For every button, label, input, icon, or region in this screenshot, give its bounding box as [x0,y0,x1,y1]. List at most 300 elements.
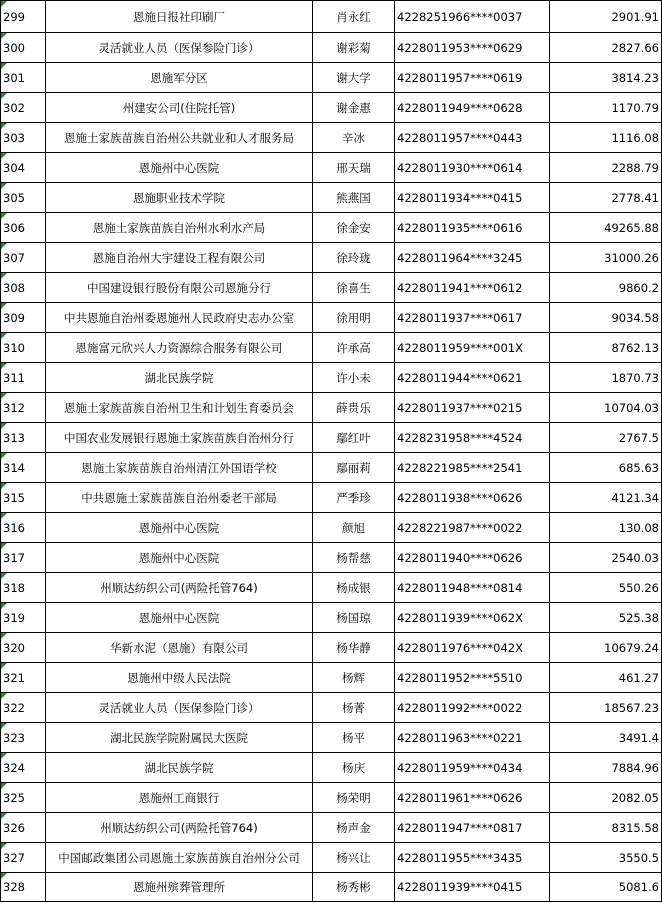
id-number-cell[interactable] [395,603,550,633]
amount-text: 2901.91 [611,9,659,24]
person-name-cell[interactable] [313,843,395,873]
table-row [1,453,662,483]
row-number-text: 312 [3,400,25,415]
id-number-text: 4228011941****0612 [397,280,523,295]
amount-cell[interactable] [550,543,662,573]
person-name-cell[interactable] [313,753,395,783]
person-name-text: 徐金安 [336,220,371,235]
row-number-cell[interactable] [1,813,46,843]
person-name-cell[interactable] [313,123,395,153]
person-name-text: 杨庆 [342,760,365,775]
cell-marker-icon [1,453,7,459]
row-number-cell[interactable] [1,663,46,693]
id-number-cell[interactable] [395,723,550,753]
table-row [1,783,662,813]
organization-text: 恩施土家族苗族自治州水利水产局 [92,220,266,235]
id-number-cell[interactable] [395,393,550,423]
id-number-text: 4228011953****0629 [397,40,523,55]
cell-marker-icon [1,333,7,339]
person-name-cell[interactable] [313,243,395,273]
organization-text: 恩施州工商银行 [138,790,220,805]
row-number-text: 325 [3,790,25,805]
organization-text: 恩施土家族苗族自治州公共就业和人才服务局 [64,130,294,145]
organization-cell[interactable] [46,573,313,603]
person-name-text: 杨帮慈 [336,550,371,565]
row-number-text: 310 [3,340,25,355]
organization-text: 恩施职业技术学院 [133,190,225,205]
row-number-text: 328 [3,880,25,894]
row-number-cell[interactable] [1,243,46,273]
id-number-cell[interactable] [395,273,550,303]
person-name-cell[interactable] [313,1,395,33]
cell-marker-icon [1,663,7,669]
organization-text: 恩施州中心医院 [138,550,220,565]
person-name-cell[interactable] [313,183,395,213]
row-number-text: 324 [3,760,25,775]
amount-text: 18567.23 [604,700,659,715]
table-row [1,753,662,783]
organization-cell[interactable] [46,303,313,333]
organization-text: 恩施土家族苗族自治州清江外国语学校 [81,460,277,475]
id-number-text: 4228011944****0621 [397,370,523,385]
row-number-text: 300 [3,40,25,55]
organization-text: 中共恩施土家族苗族自治州委老干部局 [81,490,277,505]
row-number-text: 304 [3,160,25,175]
amount-text: 130.08 [618,520,659,535]
organization-text: 湖北民族学院 [144,370,214,385]
organization-text: 灵活就业人员（医保参险门诊） [98,40,260,55]
person-name-text: 杨秀彬 [336,880,371,894]
amount-cell[interactable] [550,513,662,543]
organization-text: 州建安公司(住院托管) [122,100,236,115]
table-row [1,513,662,543]
person-name-text: 邢天瑞 [336,160,371,175]
amount-text: 3814.23 [611,70,659,85]
row-number-text: 322 [3,700,25,715]
person-name-cell[interactable] [313,873,395,902]
id-number-text: 4228011963****0221 [397,730,523,745]
row-number-cell[interactable] [1,603,46,633]
amount-cell[interactable] [550,93,662,123]
id-number-text: 4228011939****0415 [397,880,523,894]
person-name-cell[interactable] [313,603,395,633]
cell-marker-icon [1,723,7,729]
cell-marker-icon [1,93,7,99]
id-number-cell[interactable] [395,93,550,123]
amount-cell[interactable] [550,1,662,33]
row-number-cell[interactable] [1,693,46,723]
id-number-cell[interactable] [395,663,550,693]
amount-text: 10679.24 [604,640,659,655]
amount-cell[interactable] [550,333,662,363]
person-name-cell[interactable] [313,93,395,123]
cell-marker-icon [1,33,7,39]
amount-cell[interactable] [550,453,662,483]
organization-cell[interactable] [46,663,313,693]
row-number-text: 320 [3,640,25,655]
table-row [1,633,662,663]
organization-text: 湖北民族学院附属民大医院 [110,730,248,745]
row-number-cell[interactable] [1,303,46,333]
row-number-cell[interactable] [1,33,46,63]
amount-cell[interactable] [550,813,662,843]
person-name-cell[interactable] [313,273,395,303]
id-number-cell[interactable] [395,213,550,243]
table-row [1,63,662,93]
id-number-cell[interactable] [395,183,550,213]
person-name-text: 杨国琼 [336,610,371,625]
person-name-cell[interactable] [313,573,395,603]
organization-cell[interactable] [46,1,313,33]
person-name-text: 杨声金 [336,820,371,835]
id-number-cell[interactable] [395,153,550,183]
id-number-cell[interactable] [395,813,550,843]
organization-cell[interactable] [46,873,313,902]
person-name-text: 杨成银 [336,580,371,595]
id-number-cell[interactable] [395,243,550,273]
organization-text: 恩施富元欣兴人力资源综合服务有限公司 [75,340,283,355]
amount-cell[interactable] [550,303,662,333]
person-name-text: 徐喜生 [336,280,371,295]
amount-cell[interactable] [550,243,662,273]
row-number-cell[interactable] [1,633,46,663]
amount-text: 4121.34 [611,490,659,505]
person-name-cell[interactable] [313,663,395,693]
row-number-text: 306 [3,220,25,235]
organization-text: 恩施州中心医院 [138,160,220,175]
row-number-cell[interactable] [1,513,46,543]
row-number-cell[interactable] [1,873,46,902]
id-number-cell[interactable] [395,33,550,63]
row-number-cell[interactable] [1,273,46,303]
id-number-cell[interactable] [395,783,550,813]
table-row [1,333,662,363]
table-row [1,813,662,843]
organization-cell[interactable] [46,543,313,573]
organization-cell[interactable] [46,363,313,393]
id-number-text: 4228011961****0626 [397,790,523,805]
person-name-cell[interactable] [313,543,395,573]
id-number-cell[interactable] [395,123,550,153]
id-number-text: 4228011949****0628 [397,100,523,115]
amount-cell[interactable] [550,693,662,723]
organization-cell[interactable] [46,453,313,483]
cell-marker-icon [1,243,7,249]
table-row [1,183,662,213]
amount-text: 10704.03 [604,400,659,415]
cell-marker-icon [1,483,7,489]
row-number-text: 303 [3,130,25,145]
row-number-cell[interactable] [1,123,46,153]
amount-cell[interactable] [550,483,662,513]
amount-text: 8762.13 [611,340,659,355]
amount-text: 461.27 [618,670,659,685]
organization-cell[interactable] [46,63,313,93]
id-number-cell[interactable] [395,573,550,603]
amount-text: 7884.96 [611,760,659,775]
amount-cell[interactable] [550,573,662,603]
amount-cell[interactable] [550,843,662,873]
organization-text: 中国农业发展银行恩施土家族苗族自治州分行 [64,430,294,445]
row-number-cell[interactable] [1,1,46,33]
person-name-text: 谢大学 [336,70,371,85]
amount-cell[interactable] [550,123,662,153]
organization-cell[interactable] [46,813,313,843]
person-name-cell[interactable] [313,303,395,333]
organization-text: 湖北民族学院 [144,760,214,775]
organization-text: 恩施州中级人民法院 [127,670,231,685]
cell-marker-icon [1,63,7,69]
person-name-text: 杨荣明 [336,790,371,805]
organization-text: 州顺达纺织公司(两险托管764) [100,580,258,595]
organization-cell[interactable] [46,723,313,753]
id-number-cell[interactable] [395,303,550,333]
row-number-text: 321 [3,670,25,685]
table-row [1,693,662,723]
organization-cell[interactable] [46,783,313,813]
organization-cell[interactable] [46,123,313,153]
cell-marker-icon [1,873,7,879]
row-number-text: 317 [3,550,25,565]
amount-cell[interactable] [550,753,662,783]
id-number-text: 4228221987****0022 [397,520,523,535]
id-number-text: 4228011935****0616 [397,220,523,235]
row-number-cell[interactable] [1,63,46,93]
table-row [1,663,662,693]
id-number-cell[interactable] [395,693,550,723]
cell-marker-icon [1,363,7,369]
amount-cell[interactable] [550,363,662,393]
id-number-text: 4228011959****001X [397,340,523,355]
row-number-cell[interactable] [1,93,46,123]
cell-marker-icon [1,393,7,399]
id-number-text: 4228011959****0434 [397,760,523,775]
amount-cell[interactable] [550,633,662,663]
person-name-cell[interactable] [313,483,395,513]
cell-marker-icon [1,183,7,189]
cell-marker-icon [1,123,7,129]
organization-text: 恩施州中心医院 [138,610,220,625]
amount-cell[interactable] [550,213,662,243]
amount-cell[interactable] [550,393,662,423]
table-row [1,483,662,513]
organization-cell[interactable] [46,693,313,723]
row-number-text: 315 [3,490,25,505]
person-name-text: 谢金惠 [336,100,371,115]
id-number-text: 4228231958****4524 [397,430,523,445]
id-number-text: 4228011948****0814 [397,580,523,595]
amount-cell[interactable] [550,603,662,633]
organization-text: 恩施日报社印刷厂 [133,9,225,24]
amount-cell[interactable] [550,63,662,93]
row-number-cell[interactable] [1,543,46,573]
organization-text: 州顺达纺织公司(两险托管764) [100,820,258,835]
amount-text: 9860.2 [618,280,659,295]
table-row [1,243,662,273]
id-number-cell[interactable] [395,873,550,902]
person-name-cell[interactable] [313,153,395,183]
row-number-cell[interactable] [1,213,46,243]
organization-cell[interactable] [46,483,313,513]
amount-cell[interactable] [550,33,662,63]
organization-cell[interactable] [46,273,313,303]
person-name-cell[interactable] [313,693,395,723]
id-number-cell[interactable] [395,483,550,513]
person-name-text: 许承高 [336,340,371,355]
amount-cell[interactable] [550,183,662,213]
person-name-cell[interactable] [313,633,395,663]
organization-text: 恩施自治州大宇建设工程有限公司 [92,250,266,265]
row-number-cell[interactable] [1,483,46,513]
row-number-text: 311 [3,370,25,385]
table-row [1,423,662,453]
id-number-text: 4228011992****0022 [397,700,523,715]
cell-marker-icon [1,153,7,159]
organization-cell[interactable] [46,243,313,273]
person-name-text: 肖永红 [336,9,371,24]
table-row [1,273,662,303]
id-number-cell[interactable] [395,423,550,453]
organization-text: 中共恩施自治州委恩施州人民政府史志办公室 [64,310,294,325]
id-number-cell[interactable] [395,453,550,483]
amount-text: 49265.88 [604,220,659,235]
amount-cell[interactable] [550,153,662,183]
id-number-cell[interactable] [395,333,550,363]
person-name-cell[interactable] [313,723,395,753]
organization-cell[interactable] [46,213,313,243]
organization-cell[interactable] [46,513,313,543]
person-name-cell[interactable] [313,63,395,93]
amount-cell[interactable] [550,873,662,902]
person-name-cell[interactable] [313,783,395,813]
person-name-cell[interactable] [313,393,395,423]
organization-cell[interactable] [46,603,313,633]
amount-text: 8315.58 [611,820,659,835]
cell-marker-icon [1,783,7,789]
id-number-text: 4228011964****3245 [397,250,523,265]
organization-text: 恩施土家族苗族自治州卫生和计划生育委员会 [64,400,294,415]
amount-cell[interactable] [550,783,662,813]
row-number-cell[interactable] [1,393,46,423]
row-number-cell[interactable] [1,333,46,363]
organization-cell[interactable] [46,423,313,453]
amount-cell[interactable] [550,723,662,753]
cell-marker-icon [1,843,7,849]
organization-cell[interactable] [46,33,313,63]
person-name-cell[interactable] [313,33,395,63]
amount-cell[interactable] [550,663,662,693]
cell-marker-icon [1,693,7,699]
row-number-cell[interactable] [1,423,46,453]
organization-cell[interactable] [46,93,313,123]
row-number-cell[interactable] [1,183,46,213]
id-number-text: 4228011955****3435 [397,850,523,865]
organization-cell[interactable] [46,183,313,213]
table-row [1,363,662,393]
amount-text: 2827.66 [611,40,659,55]
amount-text: 3491.4 [618,730,659,745]
organization-text: 中国邮政集团公司恩施土家族苗族自治州分公司 [58,850,300,865]
row-number-text: 327 [3,850,25,865]
cell-marker-icon [1,753,7,759]
person-name-text: 辛冰 [342,130,365,145]
amount-text: 3550.5 [618,850,659,865]
row-number-text: 313 [3,430,25,445]
organization-cell[interactable] [46,393,313,423]
row-number-cell[interactable] [1,843,46,873]
row-number-text: 318 [3,580,25,595]
row-number-cell[interactable] [1,453,46,483]
row-number-cell[interactable] [1,783,46,813]
id-number-cell[interactable] [395,513,550,543]
row-number-text: 316 [3,520,25,535]
row-number-text: 302 [3,100,25,115]
amount-text: 2540.03 [611,550,659,565]
row-number-text: 323 [3,730,25,745]
row-number-cell[interactable] [1,363,46,393]
amount-cell[interactable] [550,423,662,453]
organization-cell[interactable] [46,333,313,363]
row-number-cell[interactable] [1,753,46,783]
person-name-cell[interactable] [313,363,395,393]
organization-cell[interactable] [46,843,313,873]
organization-cell[interactable] [46,633,313,663]
cell-marker-icon [1,573,7,579]
id-number-cell[interactable] [395,843,550,873]
id-number-cell[interactable] [395,1,550,33]
table-row [1,93,662,123]
row-number-cell[interactable] [1,153,46,183]
cell-marker-icon [1,543,7,549]
person-name-cell[interactable] [313,813,395,843]
organization-text: 华新水泥（恩施）有限公司 [110,640,248,655]
amount-text: 525.38 [618,610,659,625]
amount-text: 5081.6 [618,880,659,894]
person-name-cell[interactable] [313,453,395,483]
cell-marker-icon [1,273,7,279]
table-row [1,153,662,183]
person-name-cell[interactable] [313,213,395,243]
id-number-cell[interactable] [395,363,550,393]
cell-marker-icon [1,213,7,219]
row-number-cell[interactable] [1,573,46,603]
cell-marker-icon [1,1,7,7]
id-number-cell[interactable] [395,63,550,93]
id-number-cell[interactable] [395,753,550,783]
row-number-text: 326 [3,820,25,835]
person-name-text: 薛贵乐 [336,400,371,415]
id-number-cell[interactable] [395,633,550,663]
row-number-text: 308 [3,280,25,295]
organization-text: 恩施州中心医院 [138,520,220,535]
id-number-text: 4228011938****0626 [397,490,523,505]
person-name-cell[interactable] [313,513,395,543]
person-name-cell[interactable] [313,423,395,453]
amount-cell[interactable] [550,273,662,303]
cell-marker-icon [1,633,7,639]
row-number-cell[interactable] [1,723,46,753]
cell-marker-icon [1,813,7,819]
organization-cell[interactable] [46,753,313,783]
person-name-cell[interactable] [313,333,395,363]
organization-text: 恩施州殡葬管理所 [133,880,225,894]
id-number-text: 4228251966****0037 [397,9,523,24]
person-name-text: 鄢丽莉 [336,460,371,475]
person-name-text: 鄢红叶 [336,430,371,445]
id-number-cell[interactable] [395,543,550,573]
amount-text: 31000.26 [604,250,659,265]
organization-cell[interactable] [46,153,313,183]
